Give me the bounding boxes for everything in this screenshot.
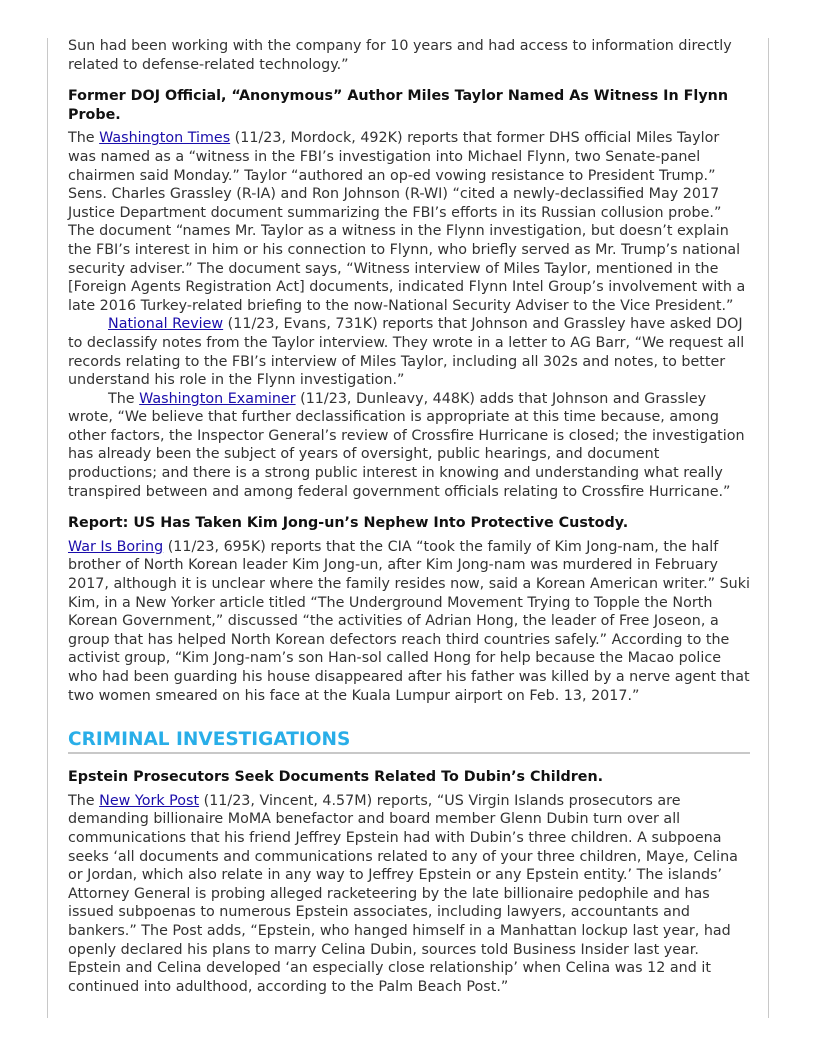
document-body <box>68 37 750 996</box>
source-link-new-york-post[interactable]: New York Post <box>99 792 200 809</box>
headline-epstein-prosecutors: Epstein Prosecutors Seek Documents Related To Dubin’s Children. <box>68 769 604 786</box>
source-link-washington-times[interactable]: Washington Times <box>99 130 231 147</box>
section-title-criminal-investigations: CRIMINAL INVESTIGATIONS <box>68 729 750 754</box>
article-paragraph: The Washington Times (11/23, Mordock, 492K) reports that former DHS official Miles Taylor was named as a “witness in the FBI’s investigation into Michael Flynn, two Senate-panel chairmen said Monday.” Taylor “authored an op-ed vowing resistance to President Trump.” Sens. Charles Grassley (R-IA) and Ron Johnson (R-WI) “cited a newly-declassified May 2017 Justice Department document summarizing the FBI’s efforts in its Russian collusion probe.” The document “names Mr. Taylor as a witness in the Flynn investigation, but doesn’t explain the FBI’s interest in him or his connection to Flynn, who briefly served as Mr. Trump’s national security adviser.” The document says, “Witness interview of Miles Taylor, mentioned in the [Foreign Agents Registration Act] documents, indicated Flynn Intel Group’s involvement with a late 2016 Turkey-related briefing to the now-National Security Adviser to the Vice President.” <box>68 130 746 314</box>
source-link-national-review[interactable]: National Review <box>108 316 224 333</box>
article-paragraph: The New York Post (11/23, Vincent, 4.57M) reports, “US Virgin Islands prosecutors are demanding billionaire MoMA benefactor and board member Glenn Dubin turn over all communications that his friend Jeffrey Epstein had with Dubin’s three children. A subpoena seeks ‘all documents and communications related to any of your three children, Maye, Celina or Jordan, which also relate in any way to Jeffrey Epstein or any Epstein entity.’ The islands’ Attorney General is probing alleged racketeering by the late billionaire pedophile and has issued subpoenas to numerous Epstein associates, including lawyers, accountants and bankers.” The Post adds, “Epstein, who hanged himself in a Manhattan lockup last year, had openly declared his plans to marry Celina Dubin, sources told Business Insider last year. Epstein and Celina developed ‘an especially close relationship’ when Celina was 12 and it continued into adulthood, according to the Palm Beach Post.” <box>68 792 738 995</box>
continued-paragraph: Sun had been working with the company for 10 years and had access to information directly related to defense-related technology.” <box>68 38 732 73</box>
headline-flynn-probe: Former DOJ Official, “Anonymous” Author Miles Taylor Named As Witness In Flynn Probe. <box>68 88 728 123</box>
headline-kim-nephew: Report: US Has Taken Kim Jong-un’s Nephew Into Protective Custody. <box>68 515 629 532</box>
source-link-washington-examiner[interactable]: Washington Examiner <box>139 390 296 407</box>
article-paragraph: War Is Boring (11/23, 695K) reports that the CIA “took the family of Kim Jong-nam, the half brother of North Korean leader Kim Jong-un, after Kim Jong-nam was murdered in February 2017, although it is unclear where the family resides now, said a Korean American writer.” Suki Kim, in a New Yorker article titled “The Underground Movement Trying to Topple the North Korean Government,” discussed “the activities of Adrian Hong, the leader of Free Joseon, a group that has helped North Korean defectors reach third countries safely.” According to the activist group, “Kim Jong-nam’s son Han-sol called Hong for help because the Macao police who had been guarding his house disappeared after his father was killed by a nerve agent that two women smeared on his face at the Kuala Lumpur airport on Feb. 13, 2017.” <box>68 538 750 704</box>
article-paragraph: National Review (11/23, Evans, 731K) reports that Johnson and Grassley have asked DOJ to declassify notes from the Taylor interview. They wrote in a letter to AG Barr, “We request all records relating to the FBI’s interview of Miles Taylor, including all 302s and notes, to better understand his role in the Flynn investigation.” <box>68 316 745 389</box>
source-link-war-is-boring[interactable]: War Is Boring <box>68 538 164 555</box>
article-paragraph: The Washington Examiner (11/23, Dunleavy, 448K) adds that Johnson and Grassley wrote, “We believe that further declassification is appropriate at this time because, among other factors, the Inspector General’s review of Crossfire Hurricane is closed; the investigation has already been the subject of years of oversight, public hearings, and document productions; and there is a strong public interest in knowing and understanding what really transpired between and among federal government officials relating to Crossfire Hurricane.” <box>68 390 745 500</box>
